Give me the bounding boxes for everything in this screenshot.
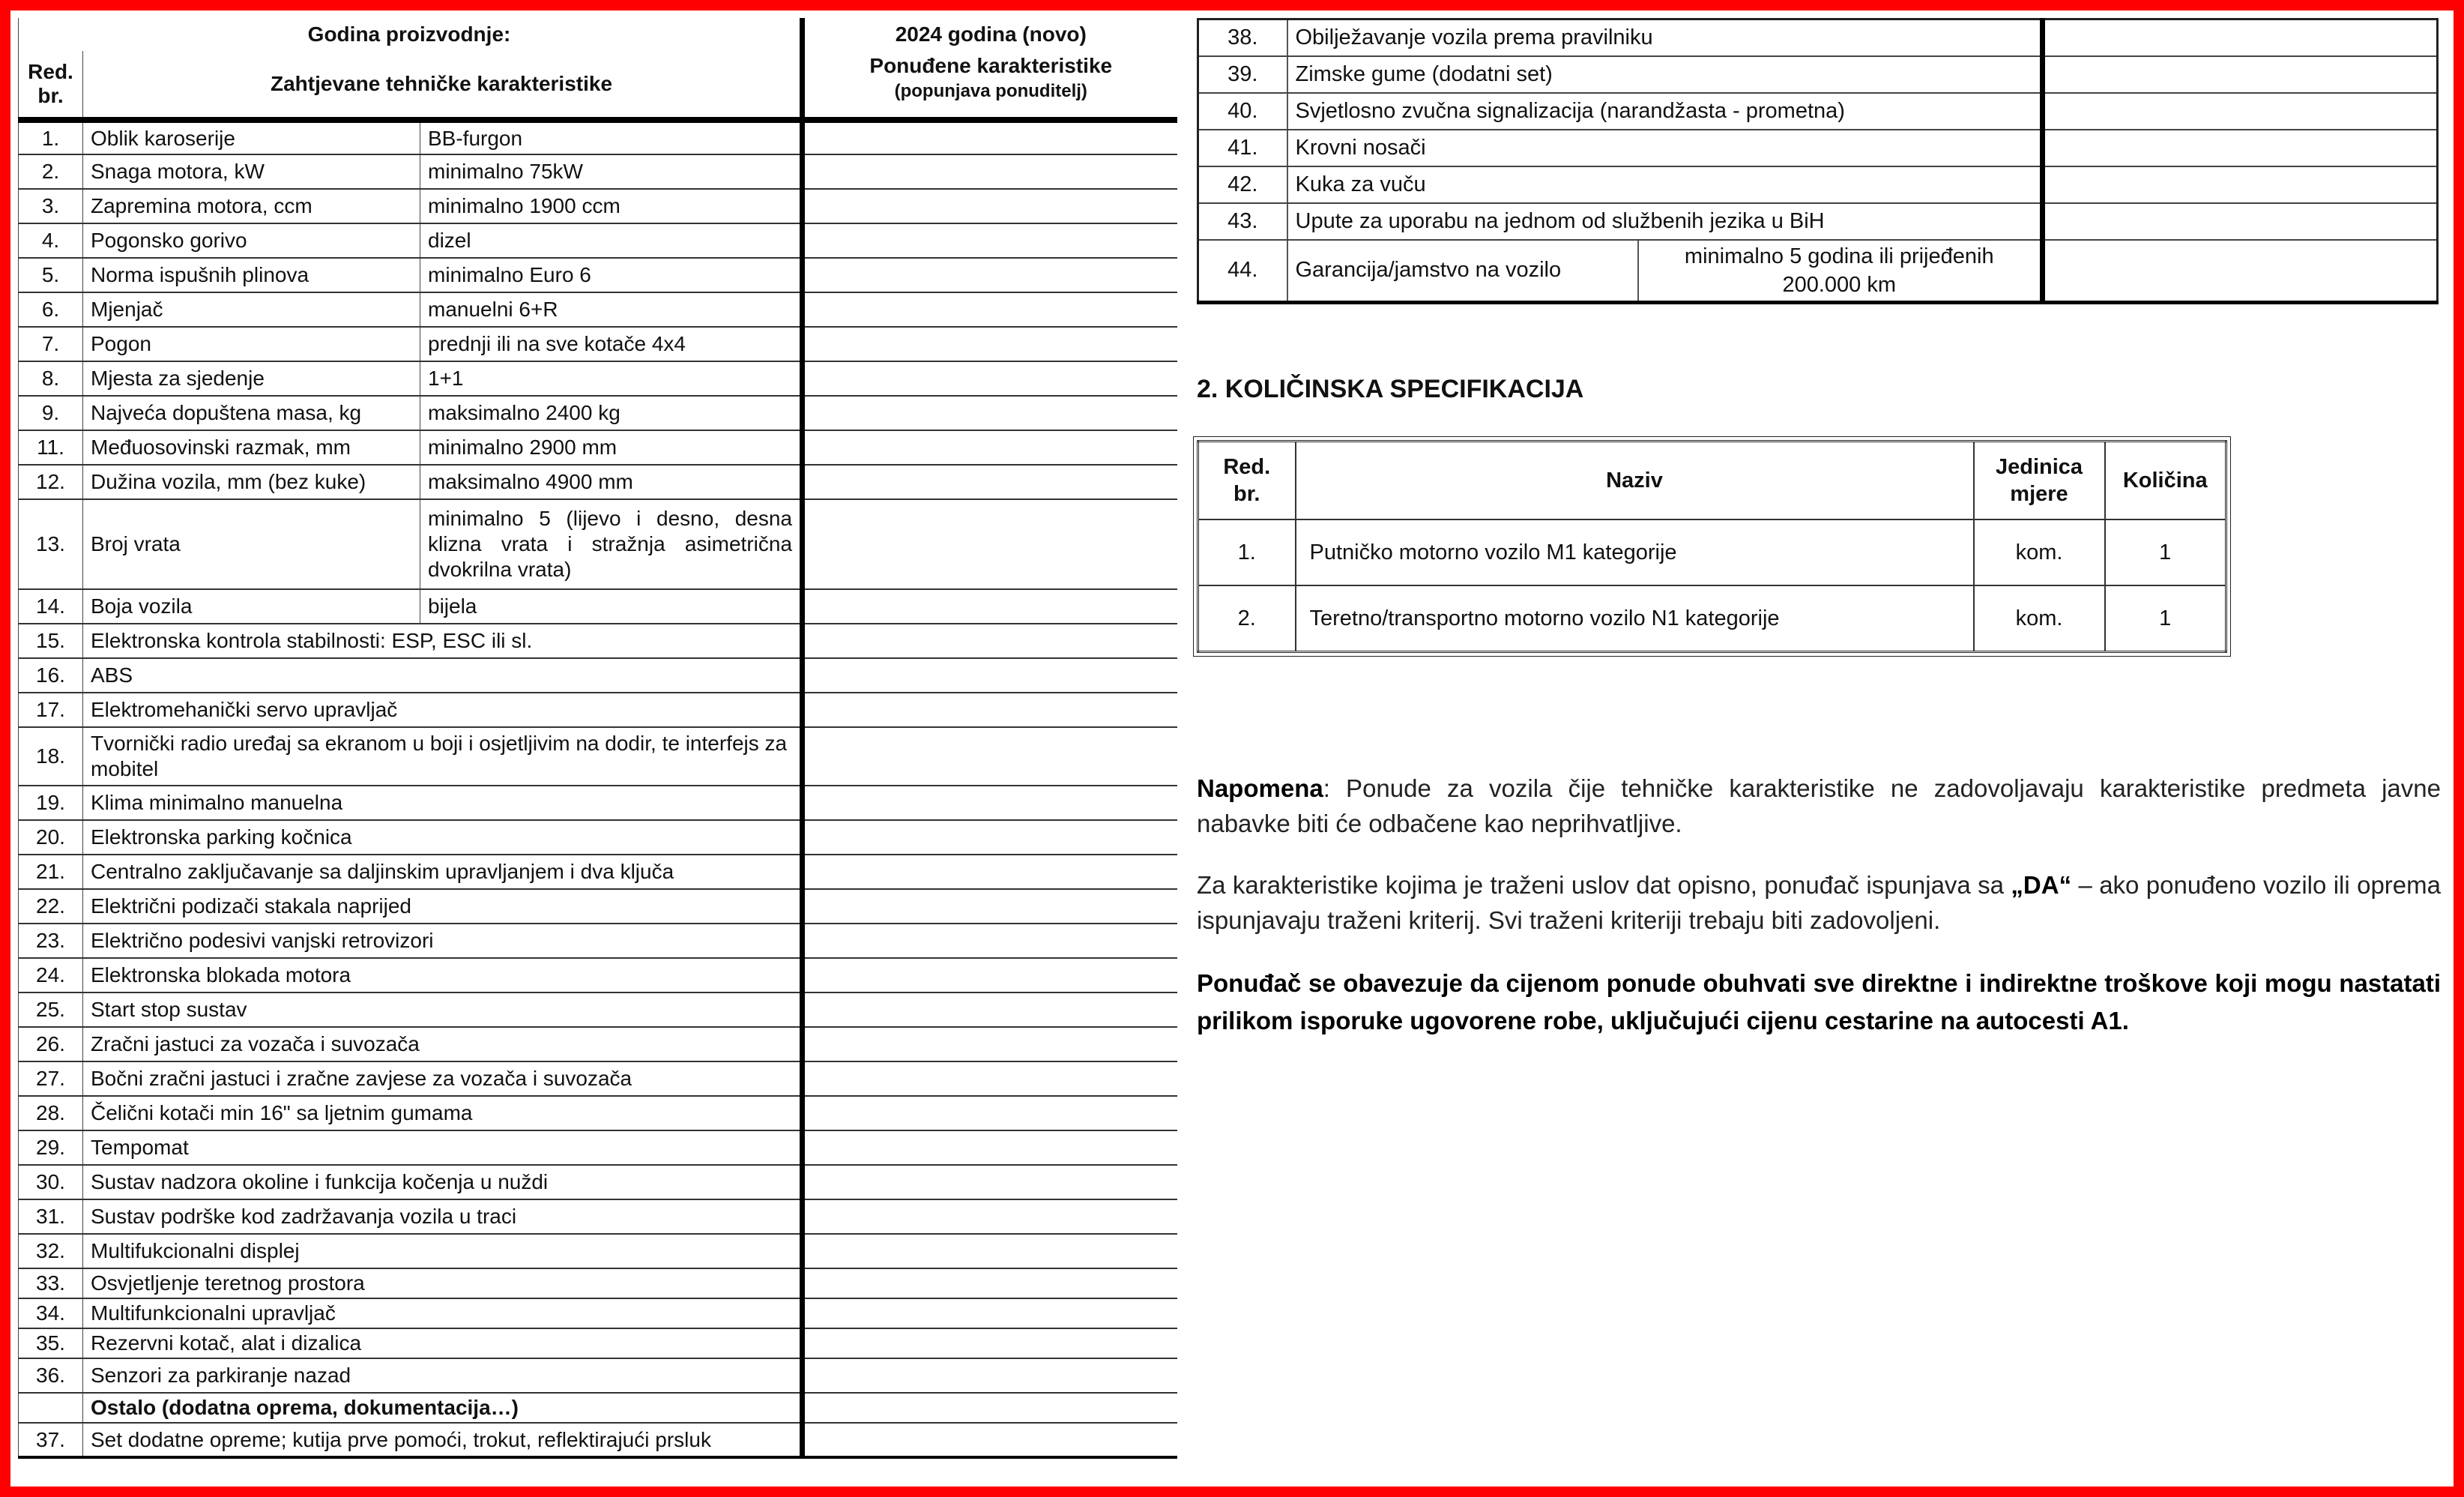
qty-unit: kom. bbox=[1974, 519, 2105, 585]
offered-cell bbox=[803, 658, 1177, 693]
note-criteria-pre: Za karakteristike kojima je traženi uslov dat opisno, ponuđač ispunjava sa bbox=[1197, 871, 2011, 899]
spec-label: Oblik karoserije bbox=[83, 120, 420, 154]
spec-value: bijela bbox=[420, 589, 803, 624]
row-number: 25. bbox=[19, 993, 83, 1027]
technical-spec-table bbox=[18, 18, 1177, 1459]
spec-label: Elektronska parking kočnica bbox=[83, 820, 803, 855]
spec-label: Ostalo (dodatna oprema, dokumentacija…) bbox=[83, 1393, 803, 1423]
offered-cell bbox=[803, 430, 1177, 465]
spec-value: minimalno 75kW bbox=[420, 154, 803, 189]
spec-label: Senzori za parkiranje nazad bbox=[83, 1358, 803, 1393]
spec-row bbox=[19, 1165, 1177, 1199]
row-number: 5. bbox=[19, 258, 83, 292]
technical-spec-body bbox=[19, 120, 1177, 1457]
row-number: 26. bbox=[19, 1027, 83, 1061]
spec-row bbox=[19, 327, 1177, 361]
row-number: 9. bbox=[19, 396, 83, 430]
row-number: 19. bbox=[19, 786, 83, 820]
offered-cell bbox=[803, 727, 1177, 786]
spec-label: Bočni zračni jastuci i zračne zavjese za vozača i suvozača bbox=[83, 1061, 803, 1096]
qty-row-number: 2. bbox=[1198, 585, 1296, 652]
spec-row bbox=[1198, 203, 2438, 240]
spec-row bbox=[19, 1027, 1177, 1061]
row-number bbox=[19, 1393, 83, 1423]
spec-value: prednji ili na sve kotače 4x4 bbox=[420, 327, 803, 361]
row-number: 34. bbox=[19, 1298, 83, 1328]
offered-cell bbox=[2043, 203, 2438, 240]
spec-row bbox=[19, 465, 1177, 499]
spec-row bbox=[1198, 19, 2438, 56]
row-number: 22. bbox=[19, 889, 83, 924]
row-number: 39. bbox=[1198, 56, 1287, 93]
offered-cell bbox=[803, 786, 1177, 820]
spec-label: Međuosovinski razmak, mm bbox=[83, 430, 420, 465]
spec-row bbox=[1198, 93, 2438, 130]
row-number: 6. bbox=[19, 292, 83, 327]
spec-row bbox=[19, 258, 1177, 292]
spec-label: Krovni nosači bbox=[1287, 130, 2043, 166]
qty-item-name: Putničko motorno vozilo M1 kategorije bbox=[1296, 519, 1974, 585]
spec-row bbox=[19, 924, 1177, 958]
spec-row bbox=[1198, 166, 2438, 203]
spec-row bbox=[19, 958, 1177, 993]
spec-row bbox=[19, 189, 1177, 223]
spec-value: minimalno 1900 ccm bbox=[420, 189, 803, 223]
spec-row bbox=[1198, 130, 2438, 166]
spec-row bbox=[19, 993, 1177, 1027]
offered-cell bbox=[803, 1298, 1177, 1328]
spec-label: Elektromehanički servo upravljač bbox=[83, 693, 803, 727]
spec-row bbox=[19, 786, 1177, 820]
offered-cell bbox=[803, 820, 1177, 855]
spec-value: maksimalno 2400 kg bbox=[420, 396, 803, 430]
offered-cell bbox=[803, 889, 1177, 924]
offered-cell bbox=[2043, 19, 2438, 56]
offered-cell bbox=[803, 258, 1177, 292]
header-year-value: 2024 godina (novo) bbox=[803, 18, 1177, 51]
row-number: 20. bbox=[19, 820, 83, 855]
spec-row bbox=[19, 396, 1177, 430]
spec-value: BB-furgon bbox=[420, 120, 803, 154]
offered-cell bbox=[803, 1130, 1177, 1165]
spec-label: Boja vozila bbox=[83, 589, 420, 624]
spec-value: dizel bbox=[420, 223, 803, 258]
offered-cell bbox=[803, 1358, 1177, 1393]
offered-cell bbox=[803, 1165, 1177, 1199]
offered-cell bbox=[803, 1328, 1177, 1358]
row-number: 42. bbox=[1198, 166, 1287, 203]
spec-row bbox=[19, 1199, 1177, 1234]
spec-row bbox=[19, 430, 1177, 465]
spec-value: minimalno Euro 6 bbox=[420, 258, 803, 292]
note-criteria-post: – ako ponuđeno vozilo ili oprema ispunjavaju traženi kriterij. Svi traženi kriteriji trebaju biti zadovoljeni. bbox=[1197, 871, 2441, 934]
row-number: 31. bbox=[19, 1199, 83, 1234]
qty-col-no: Red. br. bbox=[1198, 442, 1296, 520]
quantity-row bbox=[1198, 519, 2226, 585]
row-number: 3. bbox=[19, 189, 83, 223]
spec-value: maksimalno 4900 mm bbox=[420, 465, 803, 499]
row-number: 33. bbox=[19, 1268, 83, 1298]
row-number: 44. bbox=[1198, 240, 1287, 303]
row-number: 12. bbox=[19, 465, 83, 499]
note-criteria-da: „DA“ bbox=[2011, 871, 2072, 899]
col-required-header: Zahtjevane tehničke karakteristike bbox=[83, 51, 803, 120]
spec-value: minimalno 5 (lijevo i desno, desna klizna vrata i stražnja asimetrična dvokrilna vrata) bbox=[420, 499, 803, 589]
spec-label: Klima minimalno manuelna bbox=[83, 786, 803, 820]
spec-label: Upute za uporabu na jednom od službenih jezika u BiH bbox=[1287, 203, 2043, 240]
spec-row bbox=[1198, 56, 2438, 93]
row-number: 36. bbox=[19, 1358, 83, 1393]
spec-row bbox=[19, 727, 1177, 786]
quantity-spec-body bbox=[1198, 519, 2226, 652]
header-year-row bbox=[19, 18, 1177, 51]
row-number: 32. bbox=[19, 1234, 83, 1268]
spec-label: Start stop sustav bbox=[83, 993, 803, 1027]
spec-row bbox=[19, 624, 1177, 658]
technical-spec-continued-body bbox=[1198, 19, 2438, 303]
spec-value: minimalno 2900 mm bbox=[420, 430, 803, 465]
quantity-spec-table bbox=[1197, 440, 2227, 653]
spec-label: Pogonsko gorivo bbox=[83, 223, 420, 258]
spec-label: Obilježavanje vozila prema pravilniku bbox=[1287, 19, 2043, 56]
spec-label: Elektronska kontrola stabilnosti: ESP, ESC ili sl. bbox=[83, 624, 803, 658]
row-number: 8. bbox=[19, 361, 83, 396]
row-number: 37. bbox=[19, 1423, 83, 1457]
row-number: 35. bbox=[19, 1328, 83, 1358]
row-number: 28. bbox=[19, 1096, 83, 1130]
header-columns-row bbox=[19, 51, 1177, 120]
spec-label: Čelični kotači min 16" sa ljetnim gumama bbox=[83, 1096, 803, 1130]
spec-label: Zimske gume (dodatni set) bbox=[1287, 56, 2043, 93]
spec-value: manuelni 6+R bbox=[420, 292, 803, 327]
row-number: 43. bbox=[1198, 203, 1287, 240]
offered-cell bbox=[803, 189, 1177, 223]
row-number: 29. bbox=[19, 1130, 83, 1165]
note-rejection-text: : Ponude za vozila čije tehničke karakteristike ne zadovoljavaju karakteristike predmeta javne nabavke biti će odbačene kao neprihvatljive. bbox=[1197, 774, 2441, 837]
spec-label: Najveća dopuštena masa, kg bbox=[83, 396, 420, 430]
qty-row-number: 1. bbox=[1198, 519, 1296, 585]
spec-label: Rezervni kotač, alat i dizalica bbox=[83, 1328, 803, 1358]
spec-row bbox=[19, 1393, 1177, 1423]
note-rejection bbox=[1197, 771, 2441, 841]
col-offered-header bbox=[803, 51, 1177, 120]
spec-label: Sustav nadzora okoline i funkcija kočenja u nuždi bbox=[83, 1165, 803, 1199]
row-number: 24. bbox=[19, 958, 83, 993]
spec-label: Garancija/jamstvo na vozilo bbox=[1287, 240, 1638, 303]
row-number: 17. bbox=[19, 693, 83, 727]
spec-value: 1+1 bbox=[420, 361, 803, 396]
spec-label: Električni podizači stakala naprijed bbox=[83, 889, 803, 924]
offered-cell bbox=[803, 589, 1177, 624]
row-number: 27. bbox=[19, 1061, 83, 1096]
spec-label: Osvjetljenje teretnog prostora bbox=[83, 1268, 803, 1298]
spec-label: Set dodatne opreme; kutija prve pomoći, trokut, reflektirajući prsluk bbox=[83, 1423, 803, 1457]
spec-label: Sustav podrške kod zadržavanja vozila u traci bbox=[83, 1199, 803, 1234]
offered-cell bbox=[803, 292, 1177, 327]
technical-spec-table-continued bbox=[1197, 18, 2439, 304]
row-number: 38. bbox=[1198, 19, 1287, 56]
offered-cell bbox=[803, 154, 1177, 189]
row-number: 21. bbox=[19, 855, 83, 889]
spec-label: Norma ispušnih plinova bbox=[83, 258, 420, 292]
offered-cell bbox=[803, 1423, 1177, 1457]
offered-cell bbox=[803, 223, 1177, 258]
note-criteria bbox=[1197, 867, 2441, 938]
row-number: 1. bbox=[19, 120, 83, 154]
spec-row bbox=[19, 499, 1177, 589]
offered-cell bbox=[803, 993, 1177, 1027]
spec-label: Mjesta za sjedenje bbox=[83, 361, 420, 396]
spec-label: Snaga motora, kW bbox=[83, 154, 420, 189]
spec-label: Broj vrata bbox=[83, 499, 420, 589]
spec-row bbox=[19, 361, 1177, 396]
offered-cell bbox=[2043, 130, 2438, 166]
spec-value: minimalno 5 godina ili prijeđenih 200.000 km bbox=[1638, 240, 2043, 303]
row-number: 23. bbox=[19, 924, 83, 958]
offered-cell bbox=[803, 855, 1177, 889]
qty-col-name: Naziv bbox=[1296, 442, 1974, 520]
spec-row bbox=[19, 1268, 1177, 1298]
offered-cell bbox=[2043, 240, 2438, 303]
spec-label: Elektronska blokada motora bbox=[83, 958, 803, 993]
spec-label: Kuka za vuču bbox=[1287, 166, 2043, 203]
row-number: 18. bbox=[19, 727, 83, 786]
spec-label: Multifukcionalni displej bbox=[83, 1234, 803, 1268]
col-offered-title: Ponuđene karakteristike bbox=[869, 54, 1113, 77]
section2-title: 2. KOLIČINSKA SPECIFIKACIJA bbox=[1197, 375, 1584, 403]
offered-cell bbox=[803, 1027, 1177, 1061]
offered-cell bbox=[803, 361, 1177, 396]
row-number: 14. bbox=[19, 589, 83, 624]
spec-label: Svjetlosno zvučna signalizacija (narandžasta - prometna) bbox=[1287, 93, 2043, 130]
row-number: 2. bbox=[19, 154, 83, 189]
row-number: 11. bbox=[19, 430, 83, 465]
qty-col-qty: Količina bbox=[2105, 442, 2226, 520]
spec-label: ABS bbox=[83, 658, 803, 693]
quantity-header-row bbox=[1198, 442, 2226, 520]
spec-row bbox=[19, 223, 1177, 258]
spec-row bbox=[19, 1423, 1177, 1457]
offered-cell bbox=[803, 924, 1177, 958]
offered-cell bbox=[2043, 93, 2438, 130]
spec-row bbox=[19, 154, 1177, 189]
qty-amount: 1 bbox=[2105, 519, 2226, 585]
offered-cell bbox=[803, 624, 1177, 658]
spec-row bbox=[19, 820, 1177, 855]
spec-label: Mjenjač bbox=[83, 292, 420, 327]
spec-label: Zračni jastuci za vozača i suvozača bbox=[83, 1027, 803, 1061]
spec-row bbox=[19, 1298, 1177, 1328]
spec-label: Dužina vozila, mm (bez kuke) bbox=[83, 465, 420, 499]
spec-row bbox=[19, 658, 1177, 693]
spec-row bbox=[19, 1234, 1177, 1268]
spec-label: Tvornički radio uređaj sa ekranom u boji i osjetljivim na dodir, te interfejs za mobitel bbox=[83, 727, 803, 786]
spec-row bbox=[19, 1358, 1177, 1393]
spec-row bbox=[1198, 240, 2438, 303]
note-label: Napomena bbox=[1197, 774, 1323, 802]
spec-label: Električno podesivi vanjski retrovizori bbox=[83, 924, 803, 958]
spec-row bbox=[19, 120, 1177, 154]
row-number: 16. bbox=[19, 658, 83, 693]
spec-row bbox=[19, 889, 1177, 924]
spec-row bbox=[19, 693, 1177, 727]
offered-cell bbox=[803, 1096, 1177, 1130]
spec-row bbox=[19, 292, 1177, 327]
spec-label: Tempomat bbox=[83, 1130, 803, 1165]
offered-cell bbox=[2043, 56, 2438, 93]
offered-cell bbox=[803, 1268, 1177, 1298]
offered-cell bbox=[803, 1199, 1177, 1234]
qty-amount: 1 bbox=[2105, 585, 2226, 652]
spec-label: Centralno zaključavanje sa daljinskim upravljanjem i dva ključa bbox=[83, 855, 803, 889]
offered-cell bbox=[803, 693, 1177, 727]
row-number: 4. bbox=[19, 223, 83, 258]
qty-col-unit: Jedinica mjere bbox=[1974, 442, 2105, 520]
spec-label: Zapremina motora, ccm bbox=[83, 189, 420, 223]
note-price-obligation: Ponuđač se obavezuje da cijenom ponude obuhvati sve direktne i indirektne troškove koji mogu nastatati prilikom isporuke ugovorene robe, uključujući cijenu cestarine na autocesti A1. bbox=[1197, 969, 2441, 1034]
offered-cell bbox=[803, 499, 1177, 589]
qty-unit: kom. bbox=[1974, 585, 2105, 652]
spec-row bbox=[19, 855, 1177, 889]
quantity-row bbox=[1198, 585, 2226, 652]
offered-cell bbox=[803, 465, 1177, 499]
row-number: 15. bbox=[19, 624, 83, 658]
col-offered-subtitle: (popunjava ponuditelj) bbox=[894, 81, 1087, 101]
spec-row bbox=[19, 1096, 1177, 1130]
spec-row bbox=[19, 1328, 1177, 1358]
offered-cell bbox=[803, 396, 1177, 430]
spec-row bbox=[19, 1130, 1177, 1165]
offered-cell bbox=[803, 1061, 1177, 1096]
offered-cell bbox=[2043, 166, 2438, 203]
row-number: 7. bbox=[19, 327, 83, 361]
offered-cell bbox=[803, 958, 1177, 993]
spec-row bbox=[19, 1061, 1177, 1096]
spec-label: Multifunkcionalni upravljač bbox=[83, 1298, 803, 1328]
row-number: 30. bbox=[19, 1165, 83, 1199]
offered-cell bbox=[803, 1393, 1177, 1423]
row-number: 41. bbox=[1198, 130, 1287, 166]
col-no-header: Red. br. bbox=[19, 51, 83, 120]
spec-label: Pogon bbox=[83, 327, 420, 361]
offered-cell bbox=[803, 327, 1177, 361]
qty-item-name: Teretno/transportno motorno vozilo N1 kategorije bbox=[1296, 585, 1974, 652]
spec-row bbox=[19, 589, 1177, 624]
header-year-label: Godina proizvodnje: bbox=[19, 18, 803, 51]
row-number: 13. bbox=[19, 499, 83, 589]
offered-cell bbox=[803, 120, 1177, 154]
row-number: 40. bbox=[1198, 93, 1287, 130]
offered-cell bbox=[803, 1234, 1177, 1268]
